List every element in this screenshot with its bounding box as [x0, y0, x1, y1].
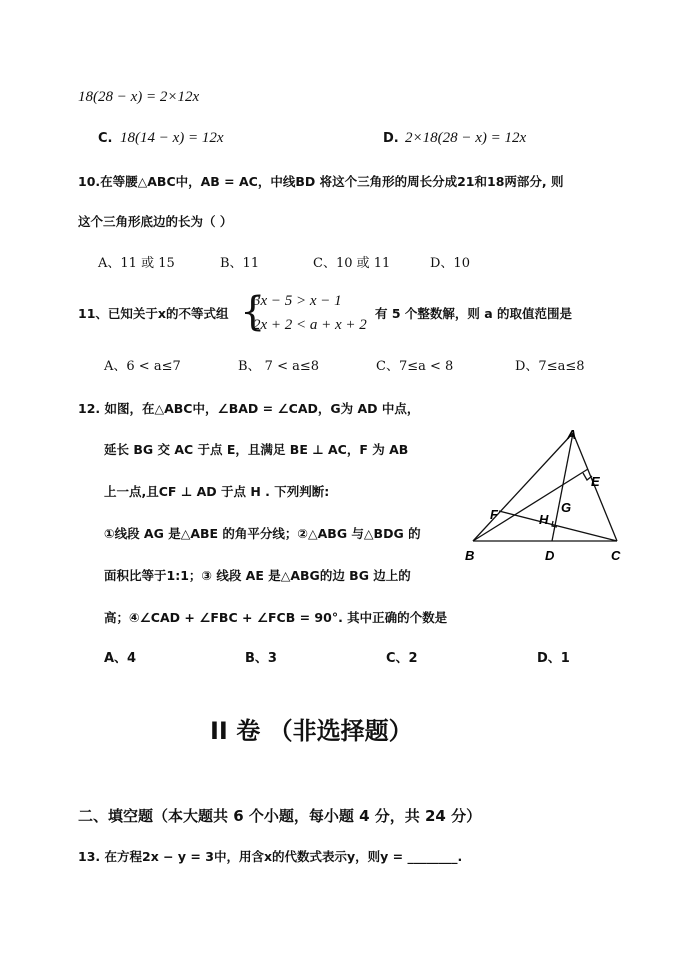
q10-option-c: C、10 或 11 — [313, 256, 391, 271]
q10-option-d: D、10 — [430, 256, 470, 271]
q10-stem-line2: 这个三角形底边的长为（ ） — [78, 214, 233, 229]
q11-option-c: C、7≤a < 8 — [376, 359, 454, 374]
q11-stem-suffix: 有 5 个整数解，则 a 的取值范围是 — [375, 306, 573, 321]
q9-option-c: 18(14 − x) = 12x — [120, 130, 224, 146]
q10-option-b: B、11 — [220, 256, 260, 271]
part2-title: II 卷 （非选择题） — [210, 717, 413, 745]
label-F: F — [490, 507, 498, 522]
system-brace: { — [240, 289, 266, 335]
q10-stem-line1: 10.在等腰△ABC中，AB = AC，中线BD 将这个三角形的周长分成21和18两部分, 则 — [78, 174, 564, 189]
triangle-figure — [455, 425, 635, 575]
q12-option-d: D、1 — [537, 651, 570, 666]
q11-inequality-2: 2x + 2 < a + x + 2 — [253, 317, 367, 333]
q12-stem-line1: 12. 如图，在△ABC中，∠BAD = ∠CAD，G为 AD 中点， — [78, 401, 420, 416]
q13-stem: 13. 在方程2x − y = 3中，用含x的代数式表示y，则y = ________. — [78, 849, 463, 864]
q11-option-a: A、6 < a≤7 — [104, 359, 181, 374]
q12-statement-line4: ①线段 AG 是△ABE 的角平分线；②△ABG 与△BDG 的 — [104, 526, 421, 541]
label-E: E — [591, 474, 600, 489]
label-D: D — [545, 548, 555, 563]
q11-option-b: B、 7 < a≤8 — [238, 359, 320, 374]
q9-option-d-letter: D. — [383, 131, 399, 146]
label-C: C — [611, 548, 621, 563]
q12-option-b: B、3 — [245, 651, 277, 666]
label-G: G — [561, 500, 572, 515]
q11-stem-prefix: 11、已知关于x的不等式组 — [78, 306, 229, 321]
segment-AB — [473, 433, 573, 541]
q9-option-c-letter: C. — [98, 131, 113, 146]
q9-option-d: 2×18(28 − x) = 12x — [405, 130, 527, 146]
q12-stem-line3: 上一点,且CF ⊥ AD 于点 H . 下列判断: — [104, 484, 330, 499]
q9-equation-b: 18(28 − x) = 2×12x — [78, 89, 200, 105]
q10-option-a: A、11 或 15 — [98, 256, 175, 271]
label-B: B — [465, 548, 475, 563]
q12-option-a: A、4 — [104, 651, 137, 666]
q12-statement-line6: 高；④∠CAD + ∠FBC + ∠FCB = 90°. 其中正确的个数是 — [104, 610, 448, 625]
q12-option-c: C、2 — [386, 651, 418, 666]
section-heading-fill-in: 二、填空题（本大题共 6 个小题，每小题 4 分，共 24 分） — [78, 807, 482, 825]
label-A: A — [567, 427, 577, 442]
q11-option-d: D、7≤a≤8 — [515, 359, 585, 374]
segment-CF — [499, 511, 617, 541]
label-H: H — [539, 512, 549, 527]
q11-inequality-1: 3x − 5 > x − 1 — [253, 293, 342, 309]
q12-stem-line2: 延长 BG 交 AC 于点 E，且满足 BE ⊥ AC，F 为 AB — [104, 442, 409, 457]
q12-statement-line5: 面积比等于1:1；③ 线段 AE 是△ABG的边 BG 边上的 — [104, 568, 411, 583]
